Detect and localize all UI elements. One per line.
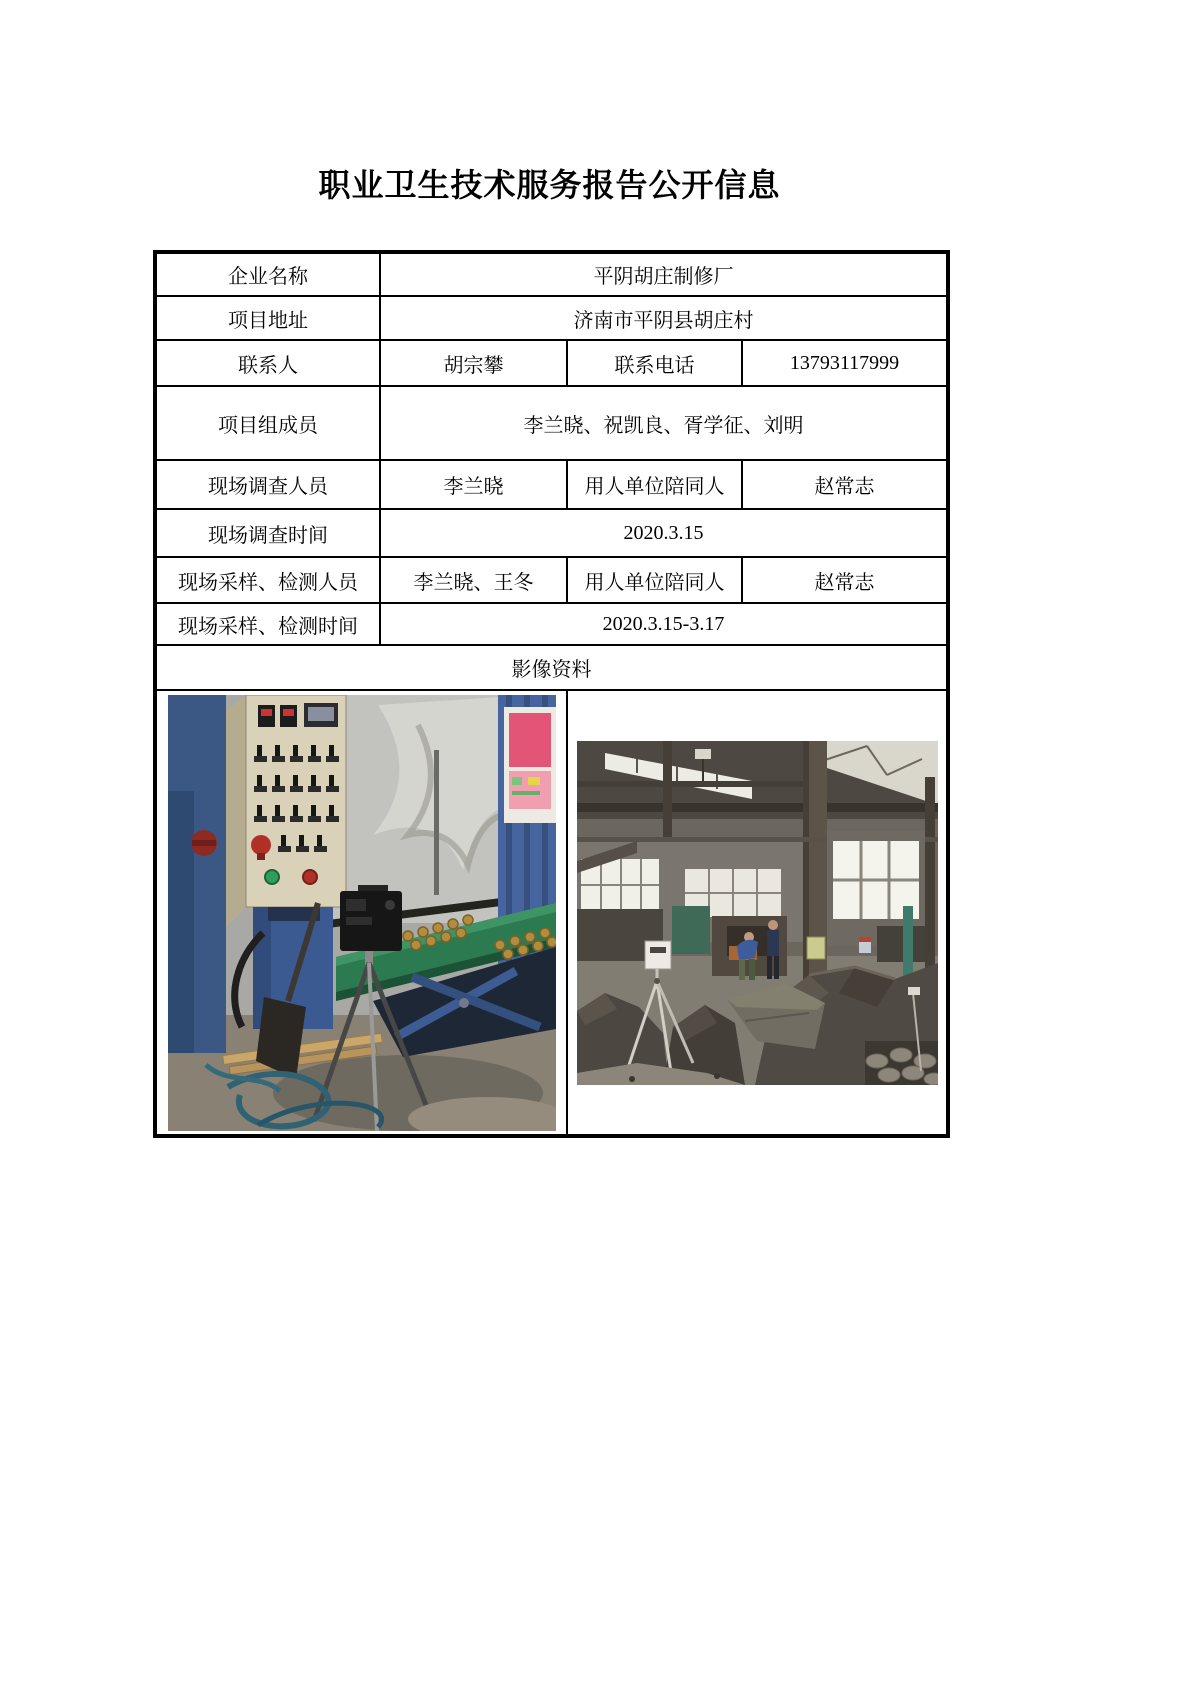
value-contact-person: 胡宗攀: [380, 340, 567, 386]
label-sampling-staff: 现场采样、检测人员: [155, 557, 380, 603]
table-row: [155, 645, 948, 690]
value-sampling-time: 2020.3.15-3.17: [380, 603, 948, 645]
value-employer-escort-1: 赵常志: [742, 460, 948, 509]
page-title: 职业卫生技术服务报告公开信息: [318, 167, 781, 203]
value-sampling-staff: 李兰晓、王冬: [380, 557, 567, 603]
table-row: [155, 603, 948, 645]
table-row: [155, 386, 948, 460]
label-contact-person: 联系人: [155, 340, 380, 386]
photo-foundry-workshop: [577, 741, 938, 1085]
label-contact-phone: 联系电话: [567, 340, 742, 386]
label-employer-escort-1: 用人单位陪同人: [567, 460, 742, 509]
table-row: [155, 460, 948, 509]
table-row: [155, 296, 948, 340]
label-company-name: 企业名称: [155, 252, 380, 296]
label-site-survey-staff: 现场调查人员: [155, 460, 380, 509]
header-image-materials: 影像资料: [155, 645, 948, 690]
value-project-address: 济南市平阴县胡庄村: [380, 296, 948, 340]
value-project-team: 李兰晓、祝凯良、胥学征、刘明: [380, 386, 948, 460]
value-company-name: 平阴胡庄制修厂: [380, 252, 948, 296]
value-contact-phone: 13793117999: [742, 340, 948, 386]
label-site-survey-time: 现场调查时间: [155, 509, 380, 557]
value-employer-escort-2: 赵常志: [742, 557, 948, 603]
label-employer-escort-2: 用人单位陪同人: [567, 557, 742, 603]
table-row: [155, 509, 948, 557]
label-project-address: 项目地址: [155, 296, 380, 340]
photo-row: [155, 690, 948, 1136]
value-site-survey-time: 2020.3.15: [380, 509, 948, 557]
label-sampling-time: 现场采样、检测时间: [155, 603, 380, 645]
value-site-survey-staff: 李兰晓: [380, 460, 567, 509]
table-row: [155, 340, 948, 386]
report-info-table: [153, 250, 950, 1138]
photo-cell-left: [155, 690, 567, 1136]
photo-sampling-conveyor: [168, 695, 556, 1131]
table-row: [155, 557, 948, 603]
photo-cell-right: [567, 690, 948, 1136]
table-row: [155, 252, 948, 296]
label-project-team: 项目组成员: [155, 386, 380, 460]
